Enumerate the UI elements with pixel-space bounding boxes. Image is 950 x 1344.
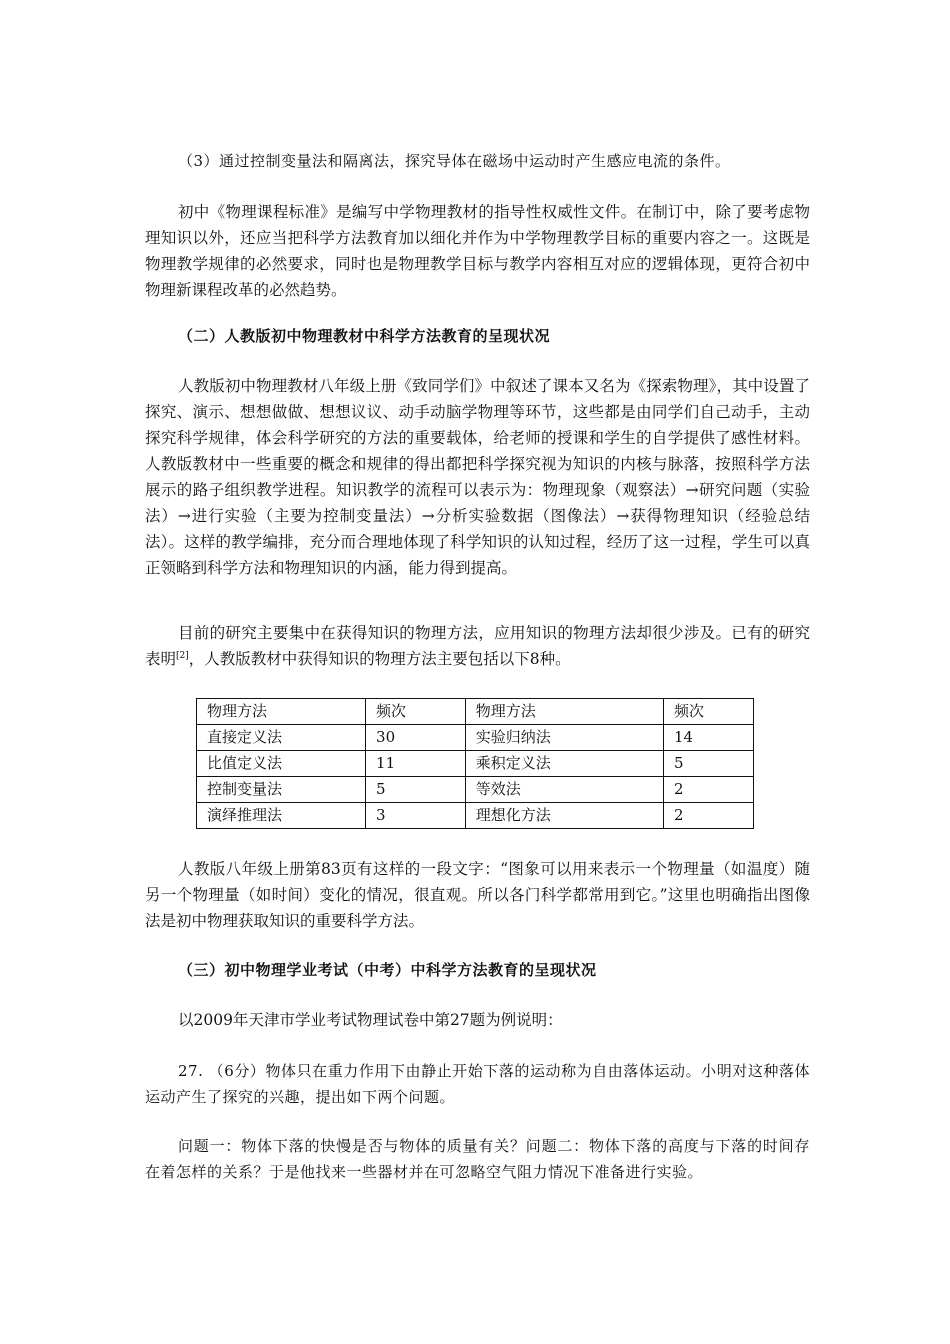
section-heading-2: （二）人教版初中物理教材中科学方法教育的呈现状况 (178, 327, 551, 345)
section-heading-3: （三）初中物理学业考试（中考）中科学方法教育的呈现状况 (178, 961, 597, 979)
paragraph-questions-one-two: 问题一：物体下落的快慢是否与物体的质量有关？问题二：物体下落的高度与下落的时间存在着怎样的关系？于是他找来一些器材并在可忽略空气阻力情况下准备进行实验。 (145, 1137, 810, 1181)
paragraph-graph-method: 人教版八年级上册第83页有这样的一段文字：“图象可以用来表示一个物理量（如温度）随另一个物理量（如时间）变化的情况，很直观。所以各门科学都常用到它。”这里也明确指出图像法是初中物理获取知识的重要科学方法。 (145, 860, 810, 930)
table-cell: 2 (664, 803, 754, 829)
table-header-row (197, 699, 754, 725)
table-cell: 5 (664, 751, 754, 777)
table-cell: 30 (366, 725, 466, 751)
paragraph-exam-intro: 以2009年天津市学业考试物理试卷中第27题为例说明： (178, 1011, 563, 1029)
table-cell: 比值定义法 (197, 751, 366, 777)
table-header-cell: 物理方法 (465, 699, 663, 725)
paragraph-research-summary (145, 620, 810, 672)
table-cell: 5 (366, 777, 466, 803)
citation-ref: [2] (176, 650, 189, 661)
table-cell: 直接定义法 (197, 725, 366, 751)
table-cell: 3 (366, 803, 466, 829)
table-row (197, 751, 754, 777)
table-header-cell: 频次 (664, 699, 754, 725)
table-row (197, 803, 754, 829)
methods-frequency-table (196, 698, 754, 829)
paragraph-research-text-b: ，人教版教材中获得知识的物理方法主要包括以下8种。 (188, 650, 571, 668)
table-cell: 14 (664, 725, 754, 751)
table-row (197, 725, 754, 751)
paragraph-research-text-a: 目前的研究主要集中在获得知识的物理方法，应用知识的物理方法却很少涉及。已有的研究表明 (145, 624, 810, 668)
paragraph-item-3: （3）通过控制变量法和隔离法，探究导体在磁场中运动时产生感应电流的条件。 (178, 152, 731, 170)
table-cell: 实验归纳法 (465, 725, 663, 751)
table-cell: 演绎推理法 (197, 803, 366, 829)
table-cell: 乘积定义法 (465, 751, 663, 777)
table-header-cell: 物理方法 (197, 699, 366, 725)
table-cell: 理想化方法 (465, 803, 663, 829)
table-cell: 2 (664, 777, 754, 803)
paragraph-textbook-overview: 人教版初中物理教材八年级上册《致同学们》中叙述了课本又名为《探索物理》，其中设置了探究、演示、想想做做、想想议议、动手动脑学物理等环节，这些都是由同学们自己动手，主动探究科学规律，体会科学研究的方法的重要载体，给老师的授课和学生的自学提供了感性材料。人教版教材中一些重要的概念和规律的得出都把科学探究视为知识的内核与脉落，按照科学方法展示的路子组织教学进程。知识教学的流程可以表示为：物理现象（观察法）→研究问题（实验法）→进行实验（主要为控制变量法）→分析实验数据（图像法）→获得物理知识（经验总结法）。这样的教学编排，充分而合理地体现了科学知识的认知过程，经历了这一过程，学生可以真正领略到科学方法和物理知识的内涵，能力得到提高。 (145, 377, 810, 577)
table-cell: 控制变量法 (197, 777, 366, 803)
paragraph-curriculum-standard: 初中《物理课程标准》是编写中学物理教材的指导性权威性文件。在制订中，除了要考虑物理知识以外，还应当把科学方法教育加以细化并作为中学物理教学目标的重要内容之一。这既是物理教学规律的必然要求，同时也是物理教学目标与教学内容相互对应的逻辑体现，更符合初中物理新课程改革的必然趋势。 (145, 203, 810, 299)
table-header-cell: 频次 (366, 699, 466, 725)
table-cell: 等效法 (465, 777, 663, 803)
paragraph-question-27: 27. （6分）物体只在重力作用下由静止开始下落的运动称为自由落体运动。小明对这种落体运动产生了探究的兴趣，提出如下两个问题。 (145, 1062, 810, 1106)
table-cell: 11 (366, 751, 466, 777)
table-row (197, 777, 754, 803)
